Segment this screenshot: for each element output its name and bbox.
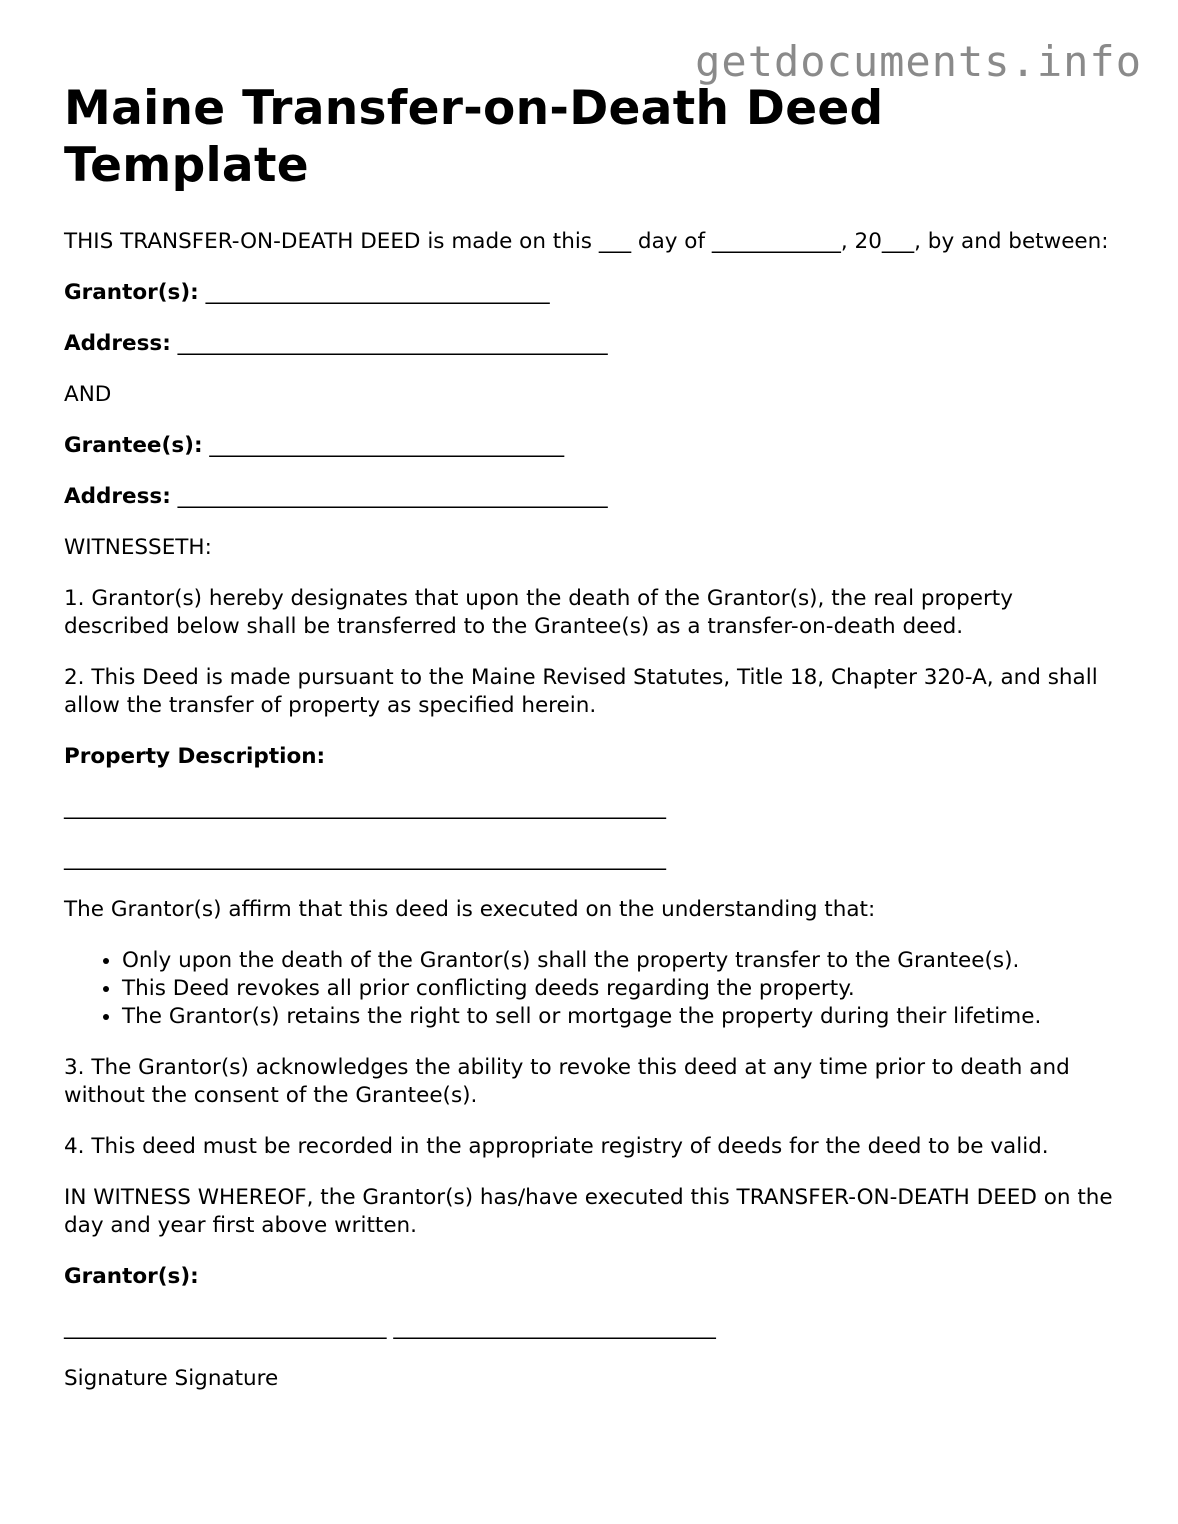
signature-captions: Signature Signature — [64, 1366, 279, 1391]
property-line-1: ________________________________________________________ — [64, 795, 666, 820]
signature-section-label: Grantor(s): — [64, 1264, 199, 1289]
signature-lines: ______________________________ ______________________________ — [64, 1315, 716, 1340]
clause-4: 4. This deed must be recorded in the appropriate registry of deeds for the deed to be valid. — [64, 1134, 1049, 1159]
witness-whereof-paragraph: IN WITNESS WHEREOF, the Grantor(s) has/have executed this TRANSFER-ON-DEATH DEED on the day and year first above written. — [64, 1185, 1113, 1238]
property-line-2: ________________________________________________________ — [64, 846, 666, 871]
grantee-address-field — [64, 483, 1124, 511]
grantor-blank: ________________________________ — [205, 280, 550, 305]
clause-2: 2. This Deed is made pursuant to the Maine Revised Statutes, Title 18, Chapter 320-A, and shall allow the transfer of property as specified herein. — [64, 665, 1098, 718]
list-item: • The Grantor(s) retains the right to sell or mortgage the property during their lifetime. — [122, 1003, 1124, 1031]
clause-3: 3. The Grantor(s) acknowledges the ability to revoke this deed at any time prior to death and without the consent of the Grantee(s). — [64, 1055, 1070, 1108]
document-title: Maine Transfer-on-Death Deed Template — [64, 81, 884, 193]
affirm-intro: The Grantor(s) affirm that this deed is executed on the understanding that: — [64, 897, 876, 922]
grantor-address-blank: ________________________________________ — [177, 331, 608, 356]
grantee-label: Grantee(s): — [64, 433, 203, 458]
grantee-field — [64, 432, 1124, 460]
grantor-address-field — [64, 330, 1124, 358]
grantor-field — [64, 279, 1124, 307]
list-item: • This Deed revokes all prior conflicting deeds regarding the property. — [122, 975, 1124, 1003]
grantor-address-label: Address: — [64, 331, 171, 356]
watermark: getdocuments.info — [695, 37, 1142, 86]
intro-paragraph: THIS TRANSFER-ON-DEATH DEED is made on this ___ day of ____________, 20___, by and between: — [64, 229, 1109, 254]
property-description-label: Property Description: — [64, 744, 326, 769]
clause-1: 1. Grantor(s) hereby designates that upon the death of the Grantor(s), the real property described below shall be transferred to the Grantee(s) as a transfer-on-death deed. — [64, 586, 1013, 639]
grantor-label: Grantor(s): — [64, 280, 199, 305]
grantee-blank: _________________________________ — [209, 433, 565, 458]
and-text: AND — [64, 382, 112, 407]
understanding-list — [64, 947, 1124, 1031]
list-item: • Only upon the death of the Grantor(s) shall the property transfer to the Grantee(s). — [122, 947, 1124, 975]
document-body — [64, 80, 1124, 1416]
grantee-address-label: Address: — [64, 484, 171, 509]
witnesseth-heading: WITNESSETH: — [64, 535, 212, 560]
grantee-address-blank: ________________________________________ — [177, 484, 608, 509]
